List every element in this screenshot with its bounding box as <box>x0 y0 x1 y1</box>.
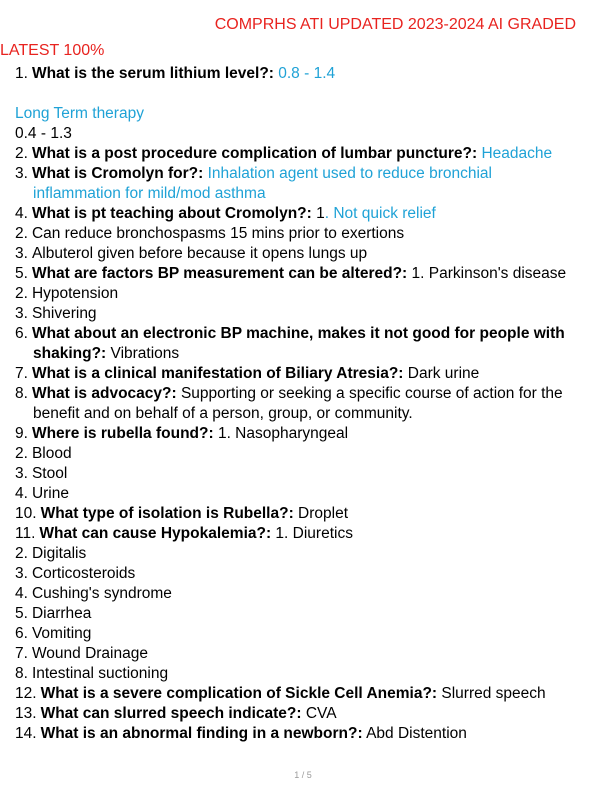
list-item <box>15 664 168 684</box>
question-text: What is pt teaching about Cromolyn?: <box>31 205 312 222</box>
page-indicator: 1 / 5 <box>294 770 312 780</box>
item-number: 12. <box>15 685 37 702</box>
item-number: 13. <box>15 705 37 722</box>
question-text: What can cause Hypokalemia?: <box>39 525 272 542</box>
answer-text: Cushing's syndrome <box>31 585 172 602</box>
list-item <box>15 524 353 544</box>
list-item <box>15 644 148 664</box>
answer-text: 1. Nasopharyngeal <box>213 425 349 442</box>
item-number: 6. <box>15 625 28 642</box>
list-item <box>33 184 266 204</box>
answer-text: Blood <box>31 445 72 462</box>
answer-text: CVA <box>301 705 337 722</box>
list-item <box>15 584 172 604</box>
answer-text: Supporting or seeking a specific course of action for the <box>176 385 563 402</box>
item-number: 10. <box>15 505 37 522</box>
question-text: What are factors BP measurement can be altered?: <box>31 265 408 282</box>
list-item <box>15 324 565 344</box>
question-text: What type of isolation is Rubella?: <box>40 505 294 522</box>
answer-text: Hypotension <box>31 285 119 302</box>
answer-text: 1 <box>311 205 325 222</box>
item-number: 1. <box>15 65 28 82</box>
item-number: 6. <box>15 325 28 342</box>
list-item <box>15 304 97 324</box>
item-number: 2. <box>15 445 28 462</box>
answer-text: Urine <box>31 485 69 502</box>
item-number: 3. <box>15 465 28 482</box>
item-number: 3. <box>15 245 28 262</box>
answer-text: 0.8 - 1.4 <box>273 65 336 82</box>
question-text: What can slurred speech indicate?: <box>40 705 302 722</box>
item-number: 2. <box>15 285 28 302</box>
list-item <box>33 344 179 364</box>
question-text: What is Cromolyn for?: <box>31 165 204 182</box>
answer-text: Abd Distention <box>362 725 467 742</box>
list-item <box>15 224 404 244</box>
list-item <box>15 364 479 384</box>
answer-text: Headache <box>477 145 553 162</box>
item-number: 4. <box>15 585 28 602</box>
list-item <box>15 564 135 584</box>
item-number: 2. <box>15 225 28 242</box>
item-number: 7. <box>15 365 28 382</box>
answer-text: benefit and on behalf of a person, group, or community. <box>33 405 413 422</box>
list-item <box>15 124 72 144</box>
answer-text: Vibrations <box>106 345 180 362</box>
item-number: 2. <box>15 545 28 562</box>
item-number: 2. <box>15 145 28 162</box>
list-item <box>15 724 467 744</box>
item-number: 14. <box>15 725 37 742</box>
answer-text: Long Term therapy <box>15 105 144 122</box>
answer-text: Intestinal suctioning <box>31 665 169 682</box>
answer-text: Albuterol given before because it opens lungs up <box>31 245 368 262</box>
question-text: What is advocacy?: <box>31 385 177 402</box>
question-text: shaking?: <box>33 345 107 362</box>
list-item <box>15 444 72 464</box>
item-number: 3. <box>15 305 28 322</box>
answer-text: Digitalis <box>31 545 87 562</box>
item-number: 11. <box>15 525 36 542</box>
list-item <box>15 504 348 524</box>
list-item <box>33 404 413 424</box>
list-item <box>15 484 69 504</box>
answer-text: Shivering <box>31 305 97 322</box>
list-item <box>15 244 367 264</box>
list-item <box>15 684 546 704</box>
question-text: What is a clinical manifestation of Biliary Atresia?: <box>31 365 404 382</box>
question-text: What is a post procedure complication of lumbar puncture?: <box>31 145 478 162</box>
answer-text: Diarrhea <box>31 605 92 622</box>
answer-text: Stool <box>31 465 68 482</box>
answer-text: 1. Parkinson's disease <box>407 265 567 282</box>
list-item <box>15 204 436 224</box>
answer-text: Inhalation agent used to reduce bronchial <box>203 165 492 182</box>
list-item <box>15 624 91 644</box>
list-item <box>15 384 563 404</box>
answer-text: Vomiting <box>31 625 92 642</box>
question-text: What is the serum lithium level?: <box>31 65 274 82</box>
list-item <box>15 144 552 164</box>
item-number: 4. <box>15 485 28 502</box>
item-number: 5. <box>15 605 28 622</box>
answer-text: inflammation for mild/mod asthma <box>33 185 266 202</box>
list-item <box>15 64 335 84</box>
item-number: 7. <box>15 645 28 662</box>
list-item <box>15 284 118 304</box>
item-number: 3. <box>15 565 28 582</box>
answer-text: Slurred speech <box>437 685 546 702</box>
document-header-title: COMPRHS ATI UPDATED 2023-2024 AI GRADED <box>214 16 576 33</box>
list-item <box>15 424 348 444</box>
item-number: 5. <box>15 265 28 282</box>
question-text: What about an electronic BP machine, makes it not good for people with <box>31 325 565 342</box>
item-number: 9. <box>15 425 28 442</box>
list-item <box>15 704 337 724</box>
list-item <box>15 464 67 484</box>
question-text: Where is rubella found?: <box>31 425 214 442</box>
item-number: 8. <box>15 665 28 682</box>
list-item <box>15 544 86 564</box>
list-item <box>15 264 566 284</box>
item-number: 4. <box>15 205 28 222</box>
answer-text: Can reduce bronchospasms 15 mins prior to exertions <box>31 225 405 242</box>
question-text: What is an abnormal finding in a newborn?: <box>40 725 363 742</box>
list-item <box>15 604 91 624</box>
answer-text: Dark urine <box>403 365 480 382</box>
answer-text: Droplet <box>293 505 349 522</box>
list-item <box>15 104 144 124</box>
question-text: What is a severe complication of Sickle Cell Anemia?: <box>40 685 438 702</box>
answer-text: 0.4 - 1.3 <box>15 125 72 142</box>
answer-text-continued: . Not quick relief <box>324 205 436 222</box>
item-number: 8. <box>15 385 28 402</box>
answer-text: 1. Diuretics <box>271 525 353 542</box>
item-number: 3. <box>15 165 28 182</box>
list-item <box>15 164 492 184</box>
document-header-subtitle: LATEST 100% <box>0 42 105 59</box>
answer-text: Corticosteroids <box>31 565 136 582</box>
answer-text: Wound Drainage <box>31 645 148 662</box>
